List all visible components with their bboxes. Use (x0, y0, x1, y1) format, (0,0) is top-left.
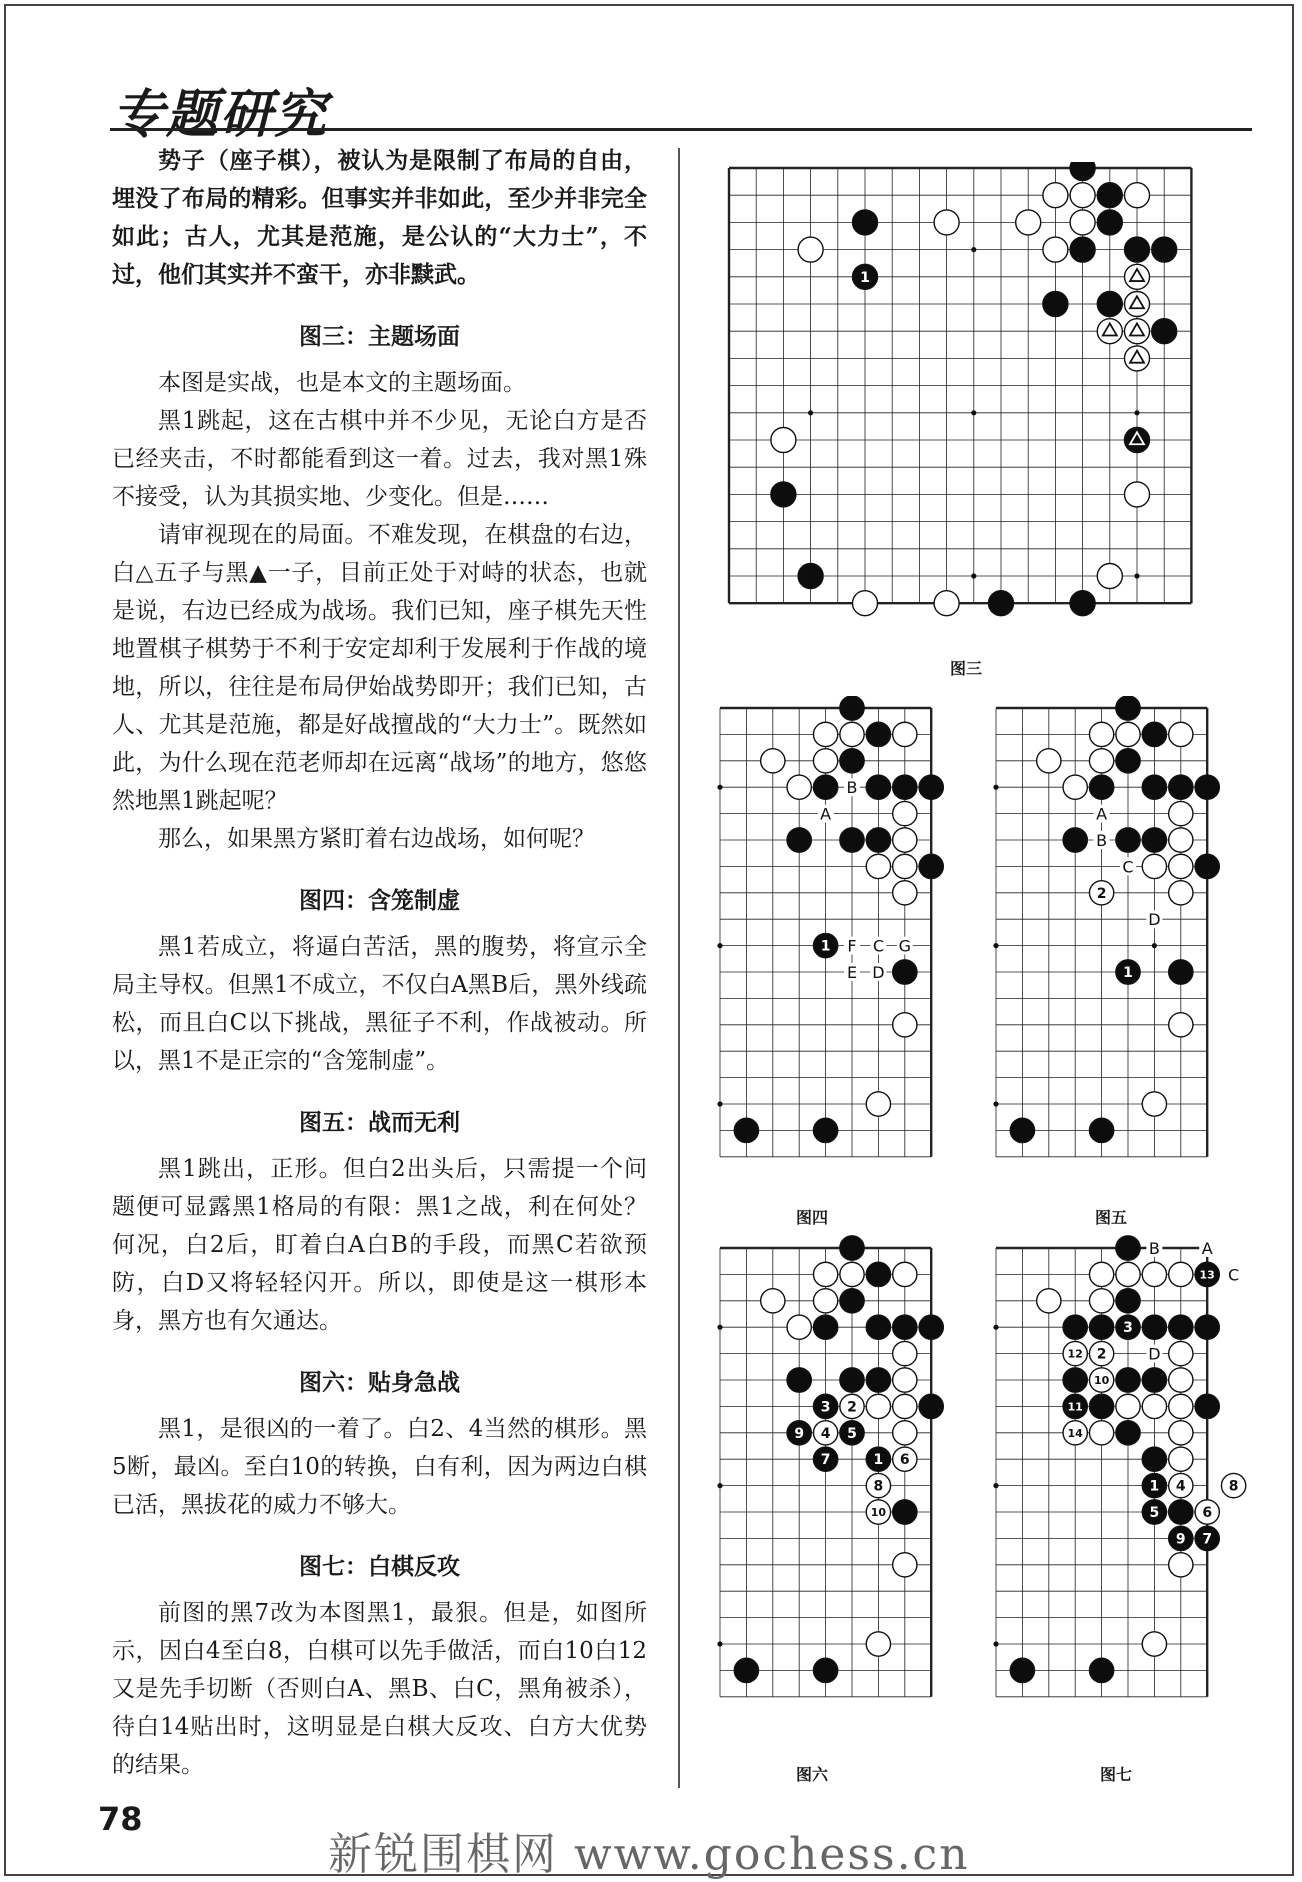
black-stone (813, 1394, 837, 1418)
white-stone (761, 1289, 785, 1313)
black-stone (866, 1315, 890, 1339)
paragraph: 黑1若成立，将逼白苦活，黑的腹势，将宣示全局主导权。但黑1不成立，不仅白A黑B后，黑外线疏松，而且白C以下挑战，黑征子不利，作战被动。所以，黑1不是正宗的“含笼制虚”。 (112, 934, 647, 1074)
svg-text:A: A (1201, 1239, 1213, 1258)
move-number: 9 (794, 1425, 805, 1442)
white-stone (813, 1289, 837, 1313)
black-stone (1195, 1262, 1219, 1286)
svg-text:F: F (847, 936, 857, 956)
white-stone (1169, 1394, 1193, 1418)
black-stone (893, 1500, 917, 1524)
section-heading-fig5: 图五：战而无利 (299, 1109, 460, 1136)
svg-text:C: C (872, 936, 884, 956)
white-stone (866, 1394, 890, 1418)
white-stone (1063, 1421, 1087, 1445)
black-stone (1195, 1394, 1219, 1418)
white-stone (771, 427, 796, 452)
black-stone (1142, 1447, 1166, 1471)
black-stone (1116, 696, 1140, 720)
white-stone (1124, 264, 1149, 289)
white-stone (934, 591, 959, 616)
white-stone (1097, 319, 1122, 344)
white-stone (1089, 881, 1113, 905)
white-stone (893, 828, 917, 852)
white-stone (1169, 1341, 1193, 1365)
move-number: 1 (1123, 965, 1133, 982)
board-letter-label (844, 963, 860, 982)
black-stone (1070, 591, 1095, 616)
svg-text:A: A (820, 804, 832, 824)
star-point (1134, 573, 1139, 578)
black-stone (1089, 1118, 1113, 1142)
white-stone (893, 854, 917, 878)
white-stone (1089, 722, 1113, 746)
black-stone (813, 775, 837, 799)
white-stone (1169, 801, 1193, 825)
white-stone (787, 775, 811, 799)
paragraph: 黑1，是很凶的一着了。白2、4当然的棋形。黑5断，最凶。至白10的转换，白有利，因为两边白棋已活，黑拔花的威力不够大。 (112, 1416, 647, 1518)
svg-text:C: C (1228, 1265, 1240, 1285)
diagram-caption-fig5: 图五 (1095, 1208, 1128, 1227)
board-letter-label (1094, 831, 1110, 850)
black-stone (1070, 162, 1095, 181)
star-point (1152, 943, 1157, 948)
move-number: 6 (1202, 1505, 1213, 1522)
black-stone (813, 933, 837, 957)
move-number: 7 (1202, 1531, 1213, 1548)
black-stone (1089, 1394, 1113, 1418)
white-stone (1116, 1394, 1140, 1418)
black-stone (919, 854, 943, 878)
black-stone (1097, 210, 1122, 235)
paragraph: 前图的黑7改为本图黑1，最狠。但是，如图所示，因白4至白8，白棋可以先手做活，而白10白12又是先手切断（否则白A、黑B、白C，黑角被杀），待白14贴出时，这明显是白棋大反攻、白方大优势的结果。 (112, 1600, 647, 1778)
white-stone (1124, 319, 1149, 344)
white-stone (1142, 1394, 1166, 1418)
black-stone (1152, 319, 1177, 344)
black-stone (1010, 1658, 1034, 1682)
star-point (971, 247, 976, 252)
black-stone (1089, 1315, 1113, 1339)
move-number: 2 (1096, 1346, 1107, 1363)
white-stone (840, 1394, 864, 1418)
black-stone (840, 1421, 864, 1445)
black-stone (1070, 237, 1095, 262)
board-grid (729, 168, 1191, 603)
black-stone (840, 1236, 864, 1260)
svg-text:D: D (872, 963, 885, 982)
black-stone (1116, 828, 1140, 852)
move-number: 5 (1149, 1505, 1160, 1522)
paragraph: 黑1跳出，正形。但白2出头后，只需提一个问题便可显露黑1格局的有限：黑1之战，利在何处？何况，白2后，盯着白A白B的手段，而黑C若欲预防，白D又将轻轻闪开。所以，即使是这一棋形本身，黑方也有欠通达。 (112, 1156, 647, 1334)
diagram-caption-fig4: 图四 (796, 1208, 829, 1227)
star-point (993, 1483, 998, 1488)
black-stone (1010, 1118, 1034, 1142)
white-stone (1089, 1368, 1113, 1392)
white-stone (893, 1421, 917, 1445)
white-stone (1043, 183, 1068, 208)
black-stone (866, 828, 890, 852)
white-stone (1142, 854, 1166, 878)
white-stone (1037, 1289, 1061, 1313)
section-heading-fig3: 图三：主题场面 (299, 323, 460, 350)
column-title: 专题研究 (112, 84, 329, 145)
diagram-caption-fig6: 图六 (796, 1765, 829, 1784)
star-point (717, 1483, 722, 1488)
white-stone (893, 881, 917, 905)
paragraph: 本图是实战，也是本文的主题场面。 (158, 370, 526, 396)
black-stone (1152, 237, 1177, 262)
black-stone (1142, 1368, 1166, 1392)
black-stone (1195, 775, 1219, 799)
white-stone (813, 749, 837, 773)
svg-text:C: C (1122, 857, 1134, 877)
white-stone (1124, 183, 1149, 208)
star-point (971, 410, 976, 415)
move-number: 9 (1175, 1531, 1186, 1548)
black-stone (1124, 427, 1149, 452)
move-number: 11 (1067, 1400, 1083, 1414)
black-stone (840, 828, 864, 852)
white-stone (1169, 1368, 1193, 1392)
white-stone (866, 1632, 890, 1656)
white-stone (893, 1341, 917, 1365)
svg-text:G: G (898, 936, 912, 956)
move-number: 2 (847, 1399, 857, 1416)
black-stone (866, 775, 890, 799)
black-stone (1116, 960, 1140, 984)
white-stone (1043, 237, 1068, 262)
white-stone (1169, 828, 1193, 852)
black-stone (919, 1394, 943, 1418)
white-stone (893, 1394, 917, 1418)
white-stone (798, 237, 823, 262)
white-stone (1070, 183, 1095, 208)
white-stone (893, 1013, 917, 1037)
black-stone (866, 722, 890, 746)
black-stone (813, 1315, 837, 1339)
move-number: 13 (1199, 1268, 1215, 1282)
white-stone (893, 1368, 917, 1392)
paragraph: 请审视现在的局面。不难发现，在棋盘的右边，白△五子与黑▲一子，目前正处于对峙的状态，也就是说，右边已经成为战场。我们已知，座子棋先天性地置棋子棋势于不利于安定却利于发展利于作战的境地，所以，往往是布局伊始战势即开；我们已知，古人、尤其是范施，都是好战擅战的“大力士”。既然如此，为什么现在范老师却在远离“战场”的地方，悠悠然地黑1跳起呢？ (112, 522, 647, 814)
white-stone (893, 1447, 917, 1471)
article-text (112, 142, 647, 1784)
white-stone (1124, 346, 1149, 371)
star-point (808, 410, 813, 415)
black-stone (893, 960, 917, 984)
black-stone (1116, 749, 1140, 773)
white-stone (893, 1553, 917, 1577)
board-letter-label (1146, 910, 1162, 929)
star-point (1134, 410, 1139, 415)
white-stone (1124, 482, 1149, 507)
white-stone (866, 1092, 890, 1116)
white-stone (852, 591, 877, 616)
black-stone (798, 563, 823, 588)
white-stone (1124, 291, 1149, 316)
board-letter-label (1199, 1239, 1215, 1258)
board-letter-label (1226, 1265, 1242, 1284)
white-stone (1089, 749, 1113, 773)
black-stone (840, 749, 864, 773)
white-stone (813, 722, 837, 746)
white-stone (761, 749, 785, 773)
white-stone (1169, 1013, 1193, 1037)
white-stone (1142, 1632, 1166, 1656)
watermark: 新锐围棋网 www.gochess.cn (328, 1829, 970, 1880)
white-stone (1221, 1473, 1245, 1497)
board-letter-label (1146, 1345, 1162, 1364)
star-point (717, 943, 722, 948)
black-stone (1195, 1315, 1219, 1339)
black-stone (866, 1447, 890, 1471)
white-stone (1169, 722, 1193, 746)
black-stone (1142, 775, 1166, 799)
white-stone (1169, 1473, 1193, 1497)
black-stone (1116, 1289, 1140, 1313)
white-stone (787, 1315, 811, 1339)
white-stone (1089, 1289, 1113, 1313)
section-heading-fig4: 图四：含笼制虚 (299, 887, 460, 914)
black-stone (1169, 1500, 1193, 1524)
white-stone (1116, 722, 1140, 746)
star-point (717, 785, 722, 790)
intro-paragraph: 势子（座子棋），被认为是限制了布局的自由，埋没了布局的精彩。但事实并非如此，至少并非完全如此；古人，尤其是范施，是公认的“大力士”，不过，他们其实并不蛮干，亦非黩武。 (112, 147, 647, 288)
black-stone (840, 696, 864, 720)
board-letter-label (844, 937, 860, 956)
white-stone (1037, 749, 1061, 773)
black-stone (1063, 828, 1087, 852)
black-stone (840, 1368, 864, 1392)
white-stone (1169, 1553, 1193, 1577)
star-point (971, 573, 976, 578)
white-stone (840, 722, 864, 746)
white-stone (1142, 1262, 1166, 1286)
black-stone (1089, 775, 1113, 799)
black-stone (919, 1315, 943, 1339)
white-stone (1089, 1421, 1113, 1445)
black-stone (1116, 1368, 1140, 1392)
move-number: 7 (820, 1452, 831, 1469)
move-number: 1 (820, 938, 831, 955)
black-stone (840, 1289, 864, 1313)
page-number: 78 (98, 1800, 143, 1838)
board-letter-label (870, 937, 886, 956)
star-point (993, 785, 998, 790)
diagram-caption-fig3: 图三 (950, 659, 983, 678)
board-letter-label (844, 778, 860, 797)
move-number: 4 (820, 1425, 831, 1442)
black-stone (866, 1262, 890, 1286)
black-stone (988, 591, 1013, 616)
black-stone (852, 264, 877, 289)
diagram-caption-fig7: 图七 (1100, 1765, 1133, 1784)
go-diagram-fig3 (723, 162, 1225, 652)
white-stone (1116, 1262, 1140, 1286)
move-number: 1 (873, 1452, 884, 1469)
go-diagram-fig4 (700, 696, 962, 1188)
white-stone (1097, 563, 1122, 588)
black-stone (1142, 1315, 1166, 1339)
black-stone (813, 1447, 837, 1471)
black-stone (787, 828, 811, 852)
star-point (993, 943, 998, 948)
black-stone (1124, 237, 1149, 262)
black-stone (1169, 960, 1193, 984)
black-stone (1097, 183, 1122, 208)
section-heading-fig7: 图七：白棋反攻 (299, 1553, 460, 1580)
move-number: 10 (1093, 1373, 1110, 1387)
black-stone (1142, 1500, 1166, 1524)
svg-text:A: A (1096, 804, 1108, 824)
star-point (717, 1325, 722, 1330)
black-stone (787, 1421, 811, 1445)
white-stone (893, 1262, 917, 1286)
white-stone (1070, 210, 1095, 235)
white-stone (1016, 210, 1041, 235)
white-stone (813, 1262, 837, 1286)
black-stone (893, 1315, 917, 1339)
black-stone (1116, 1315, 1140, 1339)
svg-text:D: D (1148, 910, 1161, 930)
white-stone (1169, 1262, 1193, 1286)
black-stone (734, 1118, 758, 1142)
black-stone (1063, 1394, 1087, 1418)
white-stone (1169, 854, 1193, 878)
white-stone (866, 1473, 890, 1497)
go-diagram-fig6 (700, 1230, 962, 1742)
svg-text:E: E (846, 963, 858, 982)
svg-text:D: D (1148, 1344, 1161, 1364)
black-stone (1169, 1526, 1193, 1550)
black-stone (734, 1658, 758, 1682)
white-stone (1169, 1421, 1193, 1445)
board-letter-label (818, 805, 834, 824)
svg-text:B: B (1096, 831, 1108, 850)
board-letter-label (897, 937, 913, 956)
white-stone (893, 722, 917, 746)
board-letter-label (870, 963, 886, 982)
move-number: 8 (1228, 1478, 1239, 1495)
go-diagram-fig7 (976, 1230, 1256, 1742)
move-number: 5 (847, 1425, 857, 1442)
star-point (993, 1101, 998, 1106)
black-stone (1195, 854, 1219, 878)
white-stone (1169, 881, 1193, 905)
move-number: 1 (1149, 1478, 1160, 1495)
black-stone (852, 210, 877, 235)
move-number: 14 (1067, 1426, 1083, 1440)
move-number: 2 (1096, 885, 1107, 902)
black-stone (1116, 1421, 1140, 1445)
black-stone (1169, 1315, 1193, 1339)
black-stone (1195, 1526, 1219, 1550)
white-stone (866, 854, 890, 878)
move-number: 8 (873, 1478, 884, 1495)
black-stone (893, 775, 917, 799)
black-stone (1089, 1658, 1113, 1682)
black-stone (1097, 291, 1122, 316)
move-number: 3 (820, 1399, 831, 1416)
move-number: 4 (1175, 1478, 1186, 1495)
black-stone (1063, 1368, 1087, 1392)
black-stone (813, 1658, 837, 1682)
board-letter-label (1120, 857, 1136, 876)
column-divider (678, 148, 680, 1788)
move-number: 6 (899, 1452, 910, 1469)
star-point (717, 1101, 722, 1106)
white-stone (1195, 1500, 1219, 1524)
move-number: 12 (1067, 1347, 1083, 1361)
white-stone (866, 1500, 890, 1524)
white-stone (1063, 775, 1087, 799)
white-stone (1142, 1092, 1166, 1116)
black-stone (771, 482, 796, 507)
black-stone (813, 1118, 837, 1142)
white-stone (934, 210, 959, 235)
paragraph: 黑1跳起，这在古棋中并不少见，无论白方是否已经夹击，不时都能看到这一着。过去，我对黑1殊不接受，认为其损实地、少变化。但是…… (112, 408, 647, 510)
move-number: 1 (860, 269, 870, 286)
board-letter-label (1094, 805, 1110, 824)
black-stone (1169, 775, 1193, 799)
black-stone (1142, 722, 1166, 746)
white-stone (840, 1262, 864, 1286)
white-stone (1089, 1262, 1113, 1286)
move-number: 10 (870, 1505, 887, 1519)
white-stone (1169, 1447, 1193, 1471)
black-stone (1116, 1236, 1140, 1260)
white-stone (893, 801, 917, 825)
board-letter-label (1146, 1239, 1162, 1258)
paragraph: 那么，如果黑方紧盯着右边战场，如何呢？ (158, 826, 595, 852)
white-stone (1063, 1341, 1087, 1365)
star-point (717, 1641, 722, 1646)
black-stone (919, 775, 943, 799)
star-point (993, 1325, 998, 1330)
svg-text:B: B (1148, 1239, 1160, 1258)
white-stone (1089, 1341, 1113, 1365)
white-stone (813, 1421, 837, 1445)
header-rule (110, 128, 1252, 131)
go-diagram-fig5 (976, 696, 1238, 1188)
black-stone (1063, 1315, 1087, 1339)
black-stone (1043, 291, 1068, 316)
black-stone (1142, 828, 1166, 852)
move-number: 3 (1123, 1320, 1133, 1337)
black-stone (787, 1368, 811, 1392)
black-stone (866, 1368, 890, 1392)
black-stone (1142, 1473, 1166, 1497)
star-point (993, 1641, 998, 1646)
section-heading-fig6: 图六：贴身急战 (299, 1369, 460, 1396)
svg-text:B: B (846, 778, 858, 798)
